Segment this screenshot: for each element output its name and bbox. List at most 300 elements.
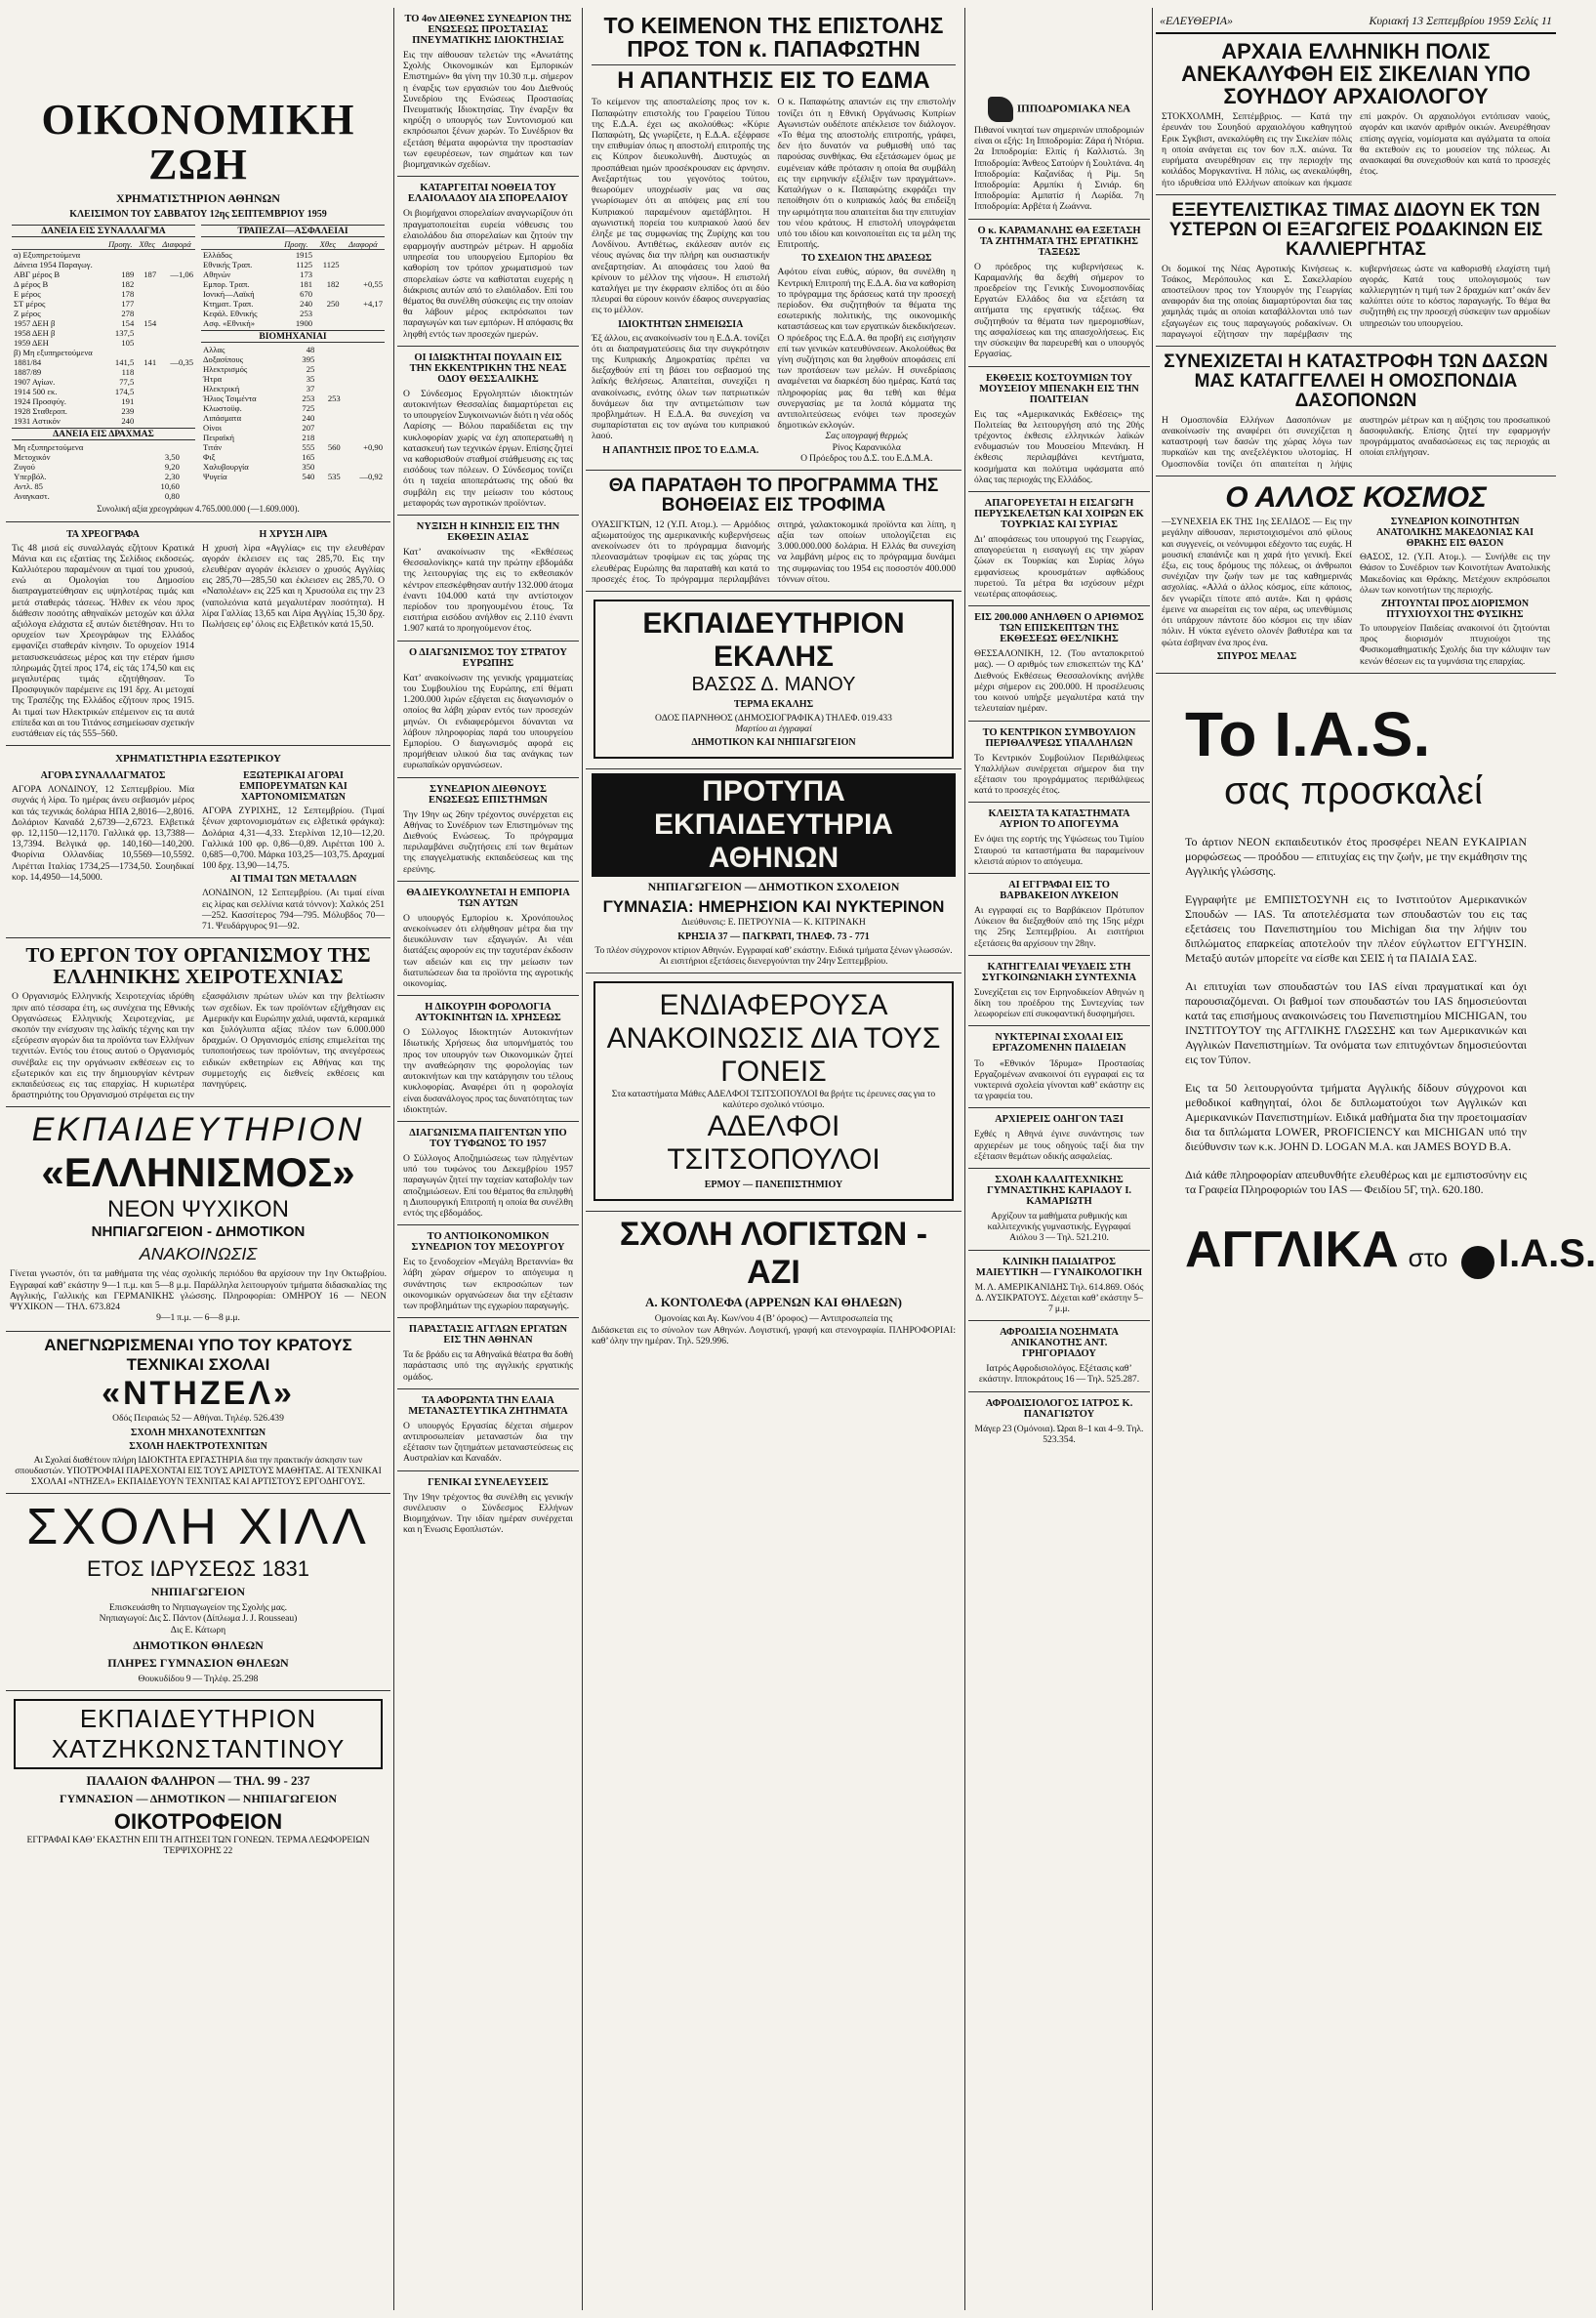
table-row: [12, 472, 195, 481]
ekali-name: ΕΚΠΑΙΔΕΥΤΗΡΙΟΝ ΕΚΑΛΗΣ: [642, 607, 905, 674]
table-cell: 239: [121, 406, 135, 417]
table-cell: [343, 452, 385, 462]
article-title: ΤΟ ΑΝΤΙΟΙΚΟΝΟΜΙΚΟΝ ΣΥΝΕΔΡΙΟΝ ΤΟΥ ΜΕΣΟΥΡΓΟΥ: [411, 1231, 565, 1254]
appoint-text: Το υπουργείον Παιδείας ανακοινοί ότι ζητούνται προς διορισμόν πτυχιούχοι της Φυσικομαθηματικής Σχολής δια την κάλυψιν των κενών θέσεων εις τα γυμνάσια της επαρχίας.: [1360, 623, 1550, 667]
table-cell: [316, 403, 342, 413]
ad-title: ΣΧΟΛΗ ΚΑΛΛΙΤΕΧΝΙΚΗΣ ΓΥΜΝΑΣΤΙΚΗΣ ΚΑΡΙΑΔΟΥ Ι. ΚΑΜΑΡΙΩΤΗ: [986, 1174, 1132, 1207]
parents-text: Στα καταστήματα Μάθες ΑΔΕΛΦΟΙ ΤΣΙΤΣΟΠΟΥΛΟΙ θα βρήτε τις έρευνες σας για το καλύτερο σχολικό ντύσιμο.: [611, 1089, 936, 1111]
ekali-place: ΤΕΡΜΑ ΕΚΑΛΗΣ: [733, 699, 814, 711]
table-cell: [182, 491, 188, 501]
table-cell: 207: [302, 423, 315, 434]
article-text: Εις το ξενοδοχείον «Μεγάλη Βρεταννία» θα λάβη χώραν σήμερον το απόγευμα η συνάντησις των εκπροσώπων των οικονομικών οργανώσεων δια την εξέτασιν των προβλημάτων της εγχωρίου παραγωγής.: [403, 1257, 573, 1311]
article-text: Οι βιομήχανοι σπορελαίων αναγνωρίζουν ότι πραγματοποιείται ευρεία νόθευσις του ελαιολάδου δια σπορελαίων και ζητούν την εφαρμογήν αυστηρών μέτρων. Η αρμοδία υπηρεσία του υπουργείου Εμπορίου θα καθορίση τον τρόπον χρωματισμού των σπορελαίων ώστε να καθίσταται ευχερής η διάκρισις αυτών από το ελαιόλαδον. Επί του θέματος θα συνέλθη σύσκεψις εις την οποίαν θα λάβουν μέρος εκπρόσωποι των παραγωγών και των εμπόρων. Η απόφασις θα ληφθή εντός των προσεχών ημερών.: [403, 208, 573, 340]
table-row: [201, 318, 385, 328]
article-text: Εις την αίθουσαν τελετών της «Ανωτάτης Σχολής Οικονομικών και Εμπορικών Επιστημών» θα γίνη την 10.30 π.μ. σήμερον η έναρξις των εργασιών του 4ου Διεθνούς Συνεδρίου της Ενώσεως Προστασίας Πνευματικής Ιδιοκτησίας. Την έναρξιν θα κηρύξη ο υπουργός των Συντονισμού και εκπρόσωποι ξένων χωρών. Το Συνέδριον θα εξετάση θέματα αφορώντα την προστασίαν των εφευρέσεων, των σημάτων και των βιομηχανικών σχεδίων.: [403, 50, 573, 171]
protypa-text: Το πλέον σύγχρονον κτίριον Αθηνών. Εγγραφαί καθ’ εκάστην. Ειδικά τμήματα ξένων γλωσσών. Αι εισιτήριοι εξετάσεις διενεργούνται την 24ην Σεπτεμβρίου.: [594, 944, 953, 967]
article-title: ΑΙ ΕΓΓΡΑΦΑΙ ΕΙΣ ΤΟ ΒΑΡΒΑΚΕΙΟΝ ΛΥΚΕΙΟΝ: [1000, 879, 1119, 901]
table-cell: 141: [143, 357, 157, 368]
table-cell: [343, 462, 385, 472]
table-cell: Φιξ: [203, 452, 216, 463]
statement-text: Έξ άλλου, εις ανακοίνωσίν του η Ε.Δ.Α. τονίζει ότι αι διαπραγματεύσεις δια την συγκρότησιν της Κυπριακής Δημοκρατίας πρέπει να διεξαχθούν επί τη βάσει του σεβασμού της λαϊκής θελήσεως. Απαιτείται, συνεχίζει η ανακοίνωσις, ενότης όλων των πατριωτικών δυνάμεων δια την αντιμετώπισιν των προβλημάτων. Η Ε.Δ.Α. θα συνεχίση να συμπαρίσταται εις τον αγώνα του κυπριακού λαού.: [592, 332, 770, 442]
table-cell: 77,5: [119, 377, 135, 388]
table-cell: Ζ μέρος: [14, 309, 41, 319]
table-cell: [314, 250, 342, 261]
column-header: Διαφορά: [158, 239, 195, 250]
table-header-row: [12, 239, 195, 250]
table-cell: +0,55: [363, 279, 383, 290]
article-text: Τα δε βράδυ εις τα Αθηναϊκά θέατρα θα δοθή παράστασις υπό της αγγλικής εργατικής ομάδος.: [403, 1349, 573, 1383]
table-cell: [182, 472, 188, 481]
table-cell: [316, 354, 342, 364]
protypa-gym: ΓΥΜΝΑΣΙΑ: ΗΜΕΡΗΣΙΟΝ ΚΑΙ ΝΥΚΤΕΡΙΝΟΝ: [602, 897, 945, 917]
ellinismos-notice: ΑΝΑΚΟΙΝΩΣΙΣ: [139, 1244, 258, 1264]
table-cell: [136, 299, 158, 309]
table-cell: [314, 269, 342, 279]
table-cell: 181: [300, 279, 313, 290]
table-cell: 3,50: [164, 452, 180, 463]
table-cell: 350: [302, 462, 315, 473]
chatzikon-name: ΕΚΠΑΙΔΕΥΤΗΡΙΟΝ ΧΑΤΖΗΚΩΝΣΤΑΝΤΙΝΟΥ: [51, 1704, 346, 1764]
table-cell: 189: [121, 269, 135, 280]
article-title: ΚΑΤΗΓΓΕΛΙΑΙ ΨΕΥΔΕΙΣ ΣΤΗ ΣΥΓΚΟΙΝΩΝΙΑΚΗ ΣΥΝΤΕΧΝΙΑ: [981, 961, 1137, 983]
article-title: ΕΙΣ 200.000 ΑΝΗΛΘΕΝ Ο ΑΡΙΘΜΟΣ ΤΩΝ ΕΠΙΣΚΕΠΤΩΝ ΤΗΣ ΕΚΘΕΣΕΩΣ ΘΕΣ/ΝΙΚΗΣ: [974, 612, 1144, 645]
table-cell: Κτηματ. Τραπ.: [203, 299, 254, 310]
table-cell: [136, 338, 158, 348]
article-text: Ο πρόεδρος της κυβερνήσεως κ. Καραμανλής θα δεχθή σήμερον το προεδρείον της Γενικής Συνομοσπονδίας Εργατών Ελλάδος δια να εξετάση τα αιτήματα της εργατικής τάξεως. Θα συζητηθούν τα θέματα των ημερομισθίων, της ασφαλίσεως και της απασχολήσεως. Εις την σύσκεψιν θα παρευρεθή και ο υπουργός Εργασίας.: [974, 261, 1144, 360]
table-cell: Ζυγού: [14, 462, 35, 473]
azi-address: Ομονοίας και Αγ. Κων/νου 4 (Β’ όροφος) — Αντιπροσωπεία της: [654, 1313, 893, 1325]
table-cell: 555: [302, 442, 315, 453]
ias-english-at: στο: [1408, 1242, 1449, 1272]
table-cell: Ηλεκτρική: [203, 384, 240, 394]
table-cell: Εθνικής Τραπ.: [203, 260, 253, 270]
racing-text: Πιθανοί νικηταί των σημερινών ιπποδρομιών είναι οι εξής: 1η Ιπποδρομία: Ζάρα ή Ντόρια. 2α Ιπποδρομία: Ελπίς ή Καλλιστώ. 3η Ιπποδρομία: Άνθεος Σατούρν ή Σουλτάνα. 4η Ιπποδρομία: Καζανίδας ή Ρίμ. 5η Ιπποδρομία: Αρμπίκι ή Σινιάρ. 6η Ιπποδρομία: Αμπατίσ ή Λωρίδα. 7η Ιπποδρομία: Αρβέτα ή Ζωάννα.: [974, 125, 1144, 213]
ntzel-line: ΣΧΟΛΗ ΗΛΕΚΤΡΟΤΕΧΝΙΤΩΝ: [129, 1440, 267, 1452]
table-row: [12, 279, 195, 289]
column-news-5: [1156, 8, 1596, 2312]
table-cell: Ε μέρος: [14, 289, 41, 300]
table-row: [12, 416, 195, 426]
table-row: [201, 452, 385, 462]
ekali-note: Μαρτίου αι έγγραφαί: [735, 724, 812, 735]
column-header: Χθες: [314, 239, 342, 250]
ias-paragraph: Εγγραφήτε με ΕΜΠΙΣΤΟΣΥΝΗ εις το Ινστιτούτον Αμερικανικών Σπουδών — IAS. Τα αποτελέσματα των σπουδαστών του εις τας εξετάσεις του Πανεπιστημίου του Michigan δια την λήψιν του διπλώματος επαρκείας αποτελούν την πλέον εύγλωττον ΕΓΓΥΗΣΙΝ. Μεταξύ αυτών μπορείτε να είσθε και ΣΕΙΣ ή τα ΠΑΙΔΙΑ ΣΑΣ.: [1185, 891, 1527, 965]
table-cell: 37: [306, 384, 315, 394]
table-cell: [136, 377, 158, 387]
ellinismos-hours: 9—1 π.μ. — 6—8 μ.μ.: [156, 1312, 240, 1324]
article-title: ΚΑΤΑΡΓΕΙΤΑΙ ΝΟΘΕΙΑ ΤΟΥ ΕΛΑΙΟΛΑΔΟΥ ΔΙΑ ΣΠΟΡΕΛΑΙΟΥ: [407, 183, 569, 205]
table-cell: [343, 384, 385, 393]
issue-date: Κυριακή 13 Σεπτεμβρίου 1959 Σελίς 11: [1369, 14, 1552, 27]
article-title: Η ΔΙΚΟΥΡΙΗ ΦΟΡΟΛΟΓΙΑ ΑΥΤΟΚΙΝΗΤΩΝ ΙΔ. ΧΡΗΣΕΩΣ: [415, 1002, 561, 1024]
parents-shop: ΑΔΕΛΦΟΙ ΤΣΙΤΣΟΠΟΥΛΟΙ: [667, 1110, 880, 1177]
masthead: [1156, 8, 1556, 34]
hill-line: ΝΗΠΙΑΓΩΓΕΙΟΝ: [150, 1585, 246, 1599]
table-row: [12, 299, 195, 309]
table-row: [201, 354, 385, 364]
food-aid-title: ΘΑ ΠΑΡΑΤΑΘΗ ΤΟ ΠΡΟΓΡΑΜΜΑ ΤΗΣ ΒΟΗΘΕΙΑΣ ΕΙΣ ΤΡΟΦΙΜΑ: [608, 475, 939, 516]
gold-lira-text: Η χρυσή λίρα «Αγγλίας» εις την ελευθέραν αγοράν έκλεισεν εις τας 285,70. Εις την ελευθέραν αγοράν έκλεισεν ο χρυσός Αγγλίας εις 285,70—285,50 και έκλεισεν εις 285,70. Ο «Ναπολέων» εις 225 και η Χρυσούλα εις την 23 (ναπολεόνια κατά μεγαλυτέραν ποσότητα). Η λίρα Γαλλίας 13,65 και Λίρα Αγγλίας 15,30 δρχ. Πωλήσεις εφ’ όλοις εις Ελβετικόν κατά 15,50.: [202, 542, 385, 630]
table-cell: 154: [143, 318, 157, 329]
forest-title: ΣΥΝΕΧΙΖΕΤΑΙ Η ΚΑΤΑΣΤΡΟΦΗ ΤΩΝ ΔΑΣΩΝ ΜΑΣ ΚΑΤΑΓΓΕΛΛΕΙ Η ΟΜΟΣΠΟΝΔΙΑ ΔΑΣΟΠΟΝΩΝ: [1164, 351, 1548, 411]
article-title: ΑΡΧΙΕΡΕΙΣ ΟΔΗΓΟΝ ΤΑΞΙ: [995, 1114, 1124, 1126]
table-cell: [158, 406, 195, 416]
hill-line: ΠΛΗΡΕΣ ΓΥΜΝΑΣΙΟΝ ΘΗΛΕΩΝ: [107, 1655, 289, 1670]
table-cell: [314, 318, 342, 328]
ellinismos-place: ΝΕΟΝ ΨΥΧΙΚΟΝ: [106, 1196, 289, 1223]
foreign-exchange-title: ΧΡΗΜΑΤΙΣΤΗΡΙΑ ΕΞΩΤΕΡΙΚΟΥ: [115, 753, 281, 766]
table-cell: [142, 442, 182, 452]
protypa-name: ΠΡΟΤΥΠΑ ΕΚΠΑΙΔΕΥΤΗΡΙΑ ΑΘΗΝΩΝ: [592, 773, 956, 877]
table-cell: 1887/89: [14, 367, 42, 378]
column-news-2: [397, 8, 579, 2312]
table-cell: [136, 279, 158, 289]
ad-text: Μάγερ 23 (Ομόνοια). Ώραι 8–1 και 4–9. Τηλ. 523.354.: [974, 1423, 1144, 1445]
table-cell: [136, 289, 158, 299]
table-cell: [182, 481, 188, 491]
hill-line: Επισκευάσθη το Νηπιαγωγείον της Σχολής μας.: [108, 1602, 288, 1614]
table-cell: [188, 472, 195, 481]
table-cell: [158, 318, 195, 328]
table-cell: 48: [306, 345, 315, 355]
column-news-3: [586, 8, 962, 2312]
table-cell: 1914 500 εκ.: [14, 387, 58, 397]
article-title: ΤΑ ΑΦΟΡΩΝΤΑ ΤΗΝ ΕΛΑΙΑ ΜΕΤΑΝΑΣΤΕΥΤΙΚΑ ΖΗΤΗΜΑΤΑ: [408, 1394, 568, 1417]
table-cell: 278: [121, 309, 135, 319]
foreign-markets-title: ΕΞΩΤΕΡΙΚΑΙ ΑΓΟΡΑΙ ΕΜΠΟΡΕΥΜΑΤΩΝ ΚΑΙ ΧΑΡΤΟΝΟΜΙΣΜΑΤΩΝ: [239, 770, 348, 804]
table-cell: Κλωστοϋφ.: [203, 403, 242, 414]
article-text: Εν όψει της εορτής της Υψώσεως του Τιμίου Σταυρού τα καταστήματα θα παραμείνουν κλειστά αύριον το απόγευμα.: [974, 834, 1144, 867]
table-cell: Αντλ. 85: [14, 481, 43, 492]
ias-logo: To I.A.S.: [1185, 698, 1431, 769]
table-row: [201, 462, 385, 472]
article-title: Ο ΔΙΑΓΩΝΙΣΜΟΣ ΤΟΥ ΣΤΡΑΤΟΥ ΕΥΡΩΠΗΣ: [409, 646, 567, 669]
table-row: [12, 452, 195, 462]
other-world-title: Ο ΑΛΛΟΣ ΚΟΣΜΟΣ: [1225, 480, 1487, 514]
table-cell: [316, 413, 342, 423]
ias-tagline: σας προσκαλεί: [1224, 768, 1483, 812]
table-row: [201, 309, 385, 318]
table-cell: 154: [121, 318, 135, 329]
table-cell: [343, 413, 385, 423]
table-cell: Αναγκαστ.: [14, 491, 50, 502]
table-cell: 9,20: [164, 462, 180, 473]
table-cell: 182: [121, 279, 135, 290]
table-cell: [342, 269, 385, 279]
table-cell: [316, 462, 342, 472]
ntzel-sub: ΤΕΧΝΙΚΑΙ ΣΧΟΛΑΙ: [126, 1355, 270, 1375]
article-title: ΠΑΡΑΣΤΑΣΙΣ ΑΓΓΛΩΝ ΕΡΓΑΤΩΝ ΕΙΣ ΤΗΝ ΑΘΗΝΑΝ: [408, 1324, 568, 1346]
table-row: [12, 250, 195, 261]
drasi-title: ΤΟ ΣΧΕΔΙΟΝ ΤΗΣ ΔΡΑΣΕΩΣ: [801, 253, 932, 265]
article-text: Κατ’ ανακοίνωσιν της «Εκθέσεως Θεσσαλονίκης» κατά την πρώτην εβδομάδα της λειτουργίας της εις το εκθεσιακόν κέντρον επεσκέφθησαν αυτήν 132.000 άτομα έναντι 104.000 κατά την αντίστοιχον περίοδον του προηγουμένου έτους. Τα εισιτήρια εισόδου ανήλθον εις 2.110 έναντι 1.907 κατά το προηγούμενον έτος.: [403, 547, 573, 635]
metals-title: ΑΙ ΤΙΜΑΙ ΤΩΝ ΜΕΤΑΛΛΩΝ: [229, 874, 357, 886]
table-row: [12, 491, 195, 501]
ntzel-text: Αι Σχολαί διαθέτουν πλήρη ΙΔΙΟΚΤΗΤΑ ΕΡΓΑΣΤΗΡΙΑ δια την πρακτικήν άσκησιν των σπουδαστών. ΥΠΟΤΡΟΦΙΑΙ ΠΑΡΕΧΟΝΤΑΙ ΕΙΣ ΤΟΥΣ ΑΡΙΣΤΟΥΣ ΜΑΘΗΤΑΣ. ΑΙ ΤΕΧΝΙΚΑΙ ΣΧΟΛΑΙ «ΝΤΗΖΕΛ» ΕΚΠΑΙΔΕΥΟΥΝ ΤΕΧΝΙΤΑΣ ΚΑΙ ΑΡΤΙΣΤΟΥΣ ΕΡΓΟΔΗΓΟΥΣ.: [15, 1454, 382, 1488]
fx-market-title: ΑΓΟΡΑ ΣΥΝΑΛΛΑΓΜΑΤΟΣ: [40, 770, 166, 782]
table-row: [201, 413, 385, 423]
table-cell: 174,5: [114, 387, 135, 397]
table-cell: Αθηνών: [203, 269, 231, 280]
table-cell: 725: [302, 403, 315, 414]
article-title: ΤΟ ΚΕΝΤΡΙΚΟΝ ΣΥΜΒΟΥΛΙΟΝ ΠΕΡΙΘΑΛΨΕΩΣ ΥΠΑΛΛΗΛΩΝ: [982, 726, 1136, 749]
table-cell: 240: [121, 416, 135, 427]
table-cell: [136, 387, 158, 396]
table-cell: Εμπορ. Τραπ.: [203, 279, 250, 290]
chatzikon-levels: ΓΥΜΝΑΣΙΟΝ — ΔΗΜΟΤΙΚΟΝ — ΝΗΠΙΑΓΩΓΕΙΟΝ: [59, 1792, 338, 1806]
table-cell: [342, 289, 385, 299]
table-row: [201, 299, 385, 309]
table-cell: β) Μη εξυπηρετούμενα: [14, 348, 93, 358]
article-text: Αι εγγραφαί εις το Βαρβάκειον Πρότυπον Λύκειον θα διεξαχθούν από της 15ης μέχρι της 25ης Σεπτεμβρίου. Αι εισιτήριοι εξετάσεις θα αρχίσουν την 28ην.: [974, 905, 1144, 949]
article-title: ΔΙΑΓΩΝΙΣΜΑ ΠΑΙΓΕΝΤΩΝ ΥΠΟ ΤΟΥ ΤΥΦΩΝΟΣ ΤΟ 1957: [409, 1127, 567, 1149]
table-row: [12, 328, 195, 338]
ellinismos-name: «ΕΛΛΗΝΙΣΜΟΣ»: [41, 1149, 355, 1196]
thasos-title: ΣΥΝΕΔΡΙΟΝ ΚΟΙΝΟΤΗΤΩΝ ΑΝΑΤΟΛΙΚΗΣ ΜΑΚΕΔΟΝΙΑΣ ΚΑΙ ΘΡΑΚΗΣ ΕΙΣ ΘΑΣΟΝ: [1375, 517, 1535, 550]
parents-title: ΕΝΔΙΑΦΕΡΟΥΣΑ ΑΝΑΚΟΙΝΩΣΙΣ ΔΙΑ ΤΟΥΣ ΓΟΝΕΙΣ: [606, 989, 941, 1089]
table-cell: [182, 442, 188, 452]
banks-table-title: ΤΡΑΠΕΖΑΙ—ΑΣΦΑΛΕΙΑΙ: [201, 225, 385, 237]
table-cell: 670: [300, 289, 313, 300]
ias-emblem-icon: [1461, 1246, 1494, 1279]
table-cell: α) Εξυπηρετούμενα: [14, 250, 81, 261]
ias-english: ΑΓΓΛΙΚΑ: [1185, 1221, 1399, 1278]
forest-text: Η Ομοσπονδία Ελλήνων Δασοπόνων με ανακοίνωσίν της αναφέρει ότι συνεχίζεται η καταστροφή των δασών της χώρας λόγω των πυρκαϊών και της ανεξελέγκτου υλοτομίας. Η Ομοσπονδία τονίζει ότι απαιτείται η λήψις αυστηρών μέτρων και η αύξησις του προσωπικού δασοφυλακής. Επίσης ζητεί την εφαρμογήν προγράμματος αναδασώσεως εις τας περιοχάς αι οποίαι επλήγησαν.: [1162, 414, 1550, 470]
table-cell: [136, 416, 158, 426]
article-title: ΟΙ ΙΔΙΩΚΤΗΤΑΙ ΠΟΥΛΑΙΝ ΕΙΣ ΤΗΝ ΕΚΚΕΝΤΡΙΚΗΝ ΤΗΣ ΝΕΑΣ ΟΔΟΥ ΘΕΣΣΑΛΙΚΗΣ: [409, 352, 567, 385]
table-cell: Μετοχικόν: [14, 452, 51, 463]
ias-english-banner: [1185, 1221, 1596, 1279]
table-cell: ΑΒΓ μέρος Β: [14, 269, 61, 280]
table-row: [12, 289, 195, 299]
table-cell: [342, 250, 385, 261]
column-rule: [582, 8, 583, 2310]
protypa-direction: Διεύθυνσις: Ε. ΠΕΤΡΟΥΝΙΑ — Κ. ΚΙΤΡΙΝΑΚΗ: [681, 917, 866, 929]
hill-founded: ΕΤΟΣ ΙΔΡΥΣΕΩΣ 1831: [86, 1556, 310, 1582]
bonds-title: ΤΑ ΧΡΕΟΓΡΑΦΑ: [66, 528, 140, 540]
ad-text: Αρχίζουν τα μαθήματα ρυθμικής και καλλιτεχνικής γυμναστικής. Εγγραφαί Αιόλου 3 — Τηλ. 521.210.: [987, 1210, 1131, 1244]
table-cell: [136, 328, 158, 338]
table-row: [201, 384, 385, 393]
closing-date: ΚΛΕΙΣΙΜΟΝ ΤΟΥ ΣΑΒΒΑΤΟΥ 12ης ΣΕΠΤΕΜΒΡΙΟΥ 1959: [69, 209, 327, 221]
article-title: ΝΥΚΤΕΡΙΝΑΙ ΣΧΟΛΑΙ ΕΙΣ ΕΡΓΑΖΟΜΕΝΗΝ ΠΑΙΔΕΙΑΝ: [992, 1032, 1126, 1055]
article-text: Το Κεντρικόν Συμβούλιον Περιθάλψεως Υπαλλήλων συνέρχεται σήμερον δια την εξέτασιν του προγράμματος περιθάλψεως κατά το προσεχές έτος.: [974, 752, 1144, 797]
table-cell: 1959 ΔΕΗ: [14, 338, 49, 349]
table-cell: 0,80: [164, 491, 180, 502]
table-cell: 191: [121, 396, 135, 407]
article-title: ΓΕΝΙΚΑΙ ΣΥΝΕΛΕΥΣΕΙΣ: [428, 1476, 549, 1488]
table-cell: [343, 433, 385, 442]
article-title: ΕΚΘΕΣΙΣ ΚΟΣΤΟΥΜΙΩΝ ΤΟΥ ΜΟΥΣΕΙΟΥ ΜΠΕΝΑΚΗ ΕΙΣ ΤΗΝ ΠΟΛΙΤΕΙΑΝ: [979, 372, 1139, 405]
table-cell: Υπερβόλ.: [14, 472, 47, 482]
table-cell: [158, 309, 195, 318]
table-cell: 1931 Αστικόν: [14, 416, 61, 427]
ntzel-name: «ΝΤΗΖΕΛ»: [102, 1375, 295, 1413]
hill-line: Δις Ε. Κάτωρη: [170, 1624, 226, 1635]
ad-title: ΚΛΙΝΙΚΗ ΠΑΙΔΙΑΤΡΟΣ ΜΑΙΕΥΤΙΚΗ — ΓΥΝΑΙΚΟΛΟΓΙΚΗ: [975, 1256, 1143, 1278]
ias-paragraph: Διά κάθε πληροφορίαν απευθυνθήτε ελευθέρως και με εμπιστοσύνην εις τα Γραφεία Πληροφοριών του IAS — Φειδίου 5Γ, τηλ. 620.180.: [1185, 1167, 1527, 1196]
article-title: ΚΛΕΙΣΤΑ ΤΑ ΚΑΤΑΣΤΗΜΑΤΑ ΑΥΡΙΟΝ ΤΟ ΑΠΟΓΕΥΜΑ: [988, 808, 1130, 831]
table-cell: [136, 406, 158, 416]
table-cell: 141,5: [114, 357, 135, 368]
table-cell: 253: [302, 393, 315, 404]
table-cell: [343, 364, 385, 374]
table-cell: 137,5: [114, 328, 135, 339]
signer-role: Ο Πρόεδρος του Δ.Σ. του Ε.Δ.Μ.Α.: [800, 452, 933, 464]
table-cell: [182, 462, 188, 472]
table-cell: —1,06: [170, 269, 193, 280]
answer-title: Η ΑΠΑΝΤΗΣΙΣ ΕΙΣ ΤΟ ΕΔΜΑ: [592, 64, 956, 93]
table-cell: —0,35: [170, 357, 193, 368]
food-aid-text: ΟΥΑΣΙΓΚΤΩΝ, 12 (Υ.Π. Ατομ.). — Αρμόδιος αξιωματούχος της αμερικανικής κυβερνήσεως ανεκοίνωσεν ότι το πρόγραμμα διανομής πλεονασμάτων τροφίμων εις τας χώρας της ελευθέρας Ευρώπης θα παραταθή και κατά το προσεχές έτος. Το πρόγραμμα περιλαμβάνει σιτηρά, γαλακτοκομικά προϊόντα και λίπη, η αξία των οποίων υπολογίζεται εις 3.000.000.000 δολάρια. Η Ελλάς θα συνεχίση να λαμβάνη μέρος εις το πρόγραμμα δυνάμει της συμφωνίας του 1954 εις ποσοστόν 400.000 τόννων σίτου.: [592, 518, 956, 585]
table-cell: [342, 260, 385, 269]
column-header: Διαφορά: [342, 239, 385, 250]
parents-address: ΕΡΜΟΥ — ΠΑΝΕΠΙΣΤΗΜΙΟΥ: [704, 1180, 843, 1191]
table-cell: [188, 491, 195, 501]
table-cell: [316, 384, 342, 393]
article-title: ΘΑ ΔΙΕΥΚΟΛΥΝΕΤΑΙ Η ΕΜΠΟΡΙΑ ΤΩΝ ΑΥΤΩΝ: [406, 887, 570, 909]
table-cell: [316, 452, 342, 462]
other-world-text: —ΣΥΝΕΧΕΙΑ ΕΚ ΤΗΣ 1ης ΣΕΛΙΔΟΣ — Εις την μεγάλην αίθουσαν, περιστοιχισμένοι από φίλους και συγγενείς, οι νεόνυμφοι εδέχοντο τας ευχάς. Η μουσική επαιάνιζε και η χαρά ήτο γενική. Εκεί έξω, εις τους δρόμους της πόλεως, οι άνθρωποι συνέχιζαν την ζωήν των με τας καθημερινάς ασχολίας. «Αλλά ο άλλος κόσμος, είπε κάποιος, δεν γνωρίζει τίποτε από αυτά». Και η φράσις έμεινε να αιωρείται εις τον αέρα, ως υπενθύμισις ότι υπάρχουν πάντοτε δύο κόσμοι εις την ιδίαν πόλιν. Η νύκτα εγένετο ολονέν βαθυτέρα και τα φώτα έσβηναν ένα προς ένα.: [1162, 517, 1352, 648]
industry-table-title: ΒΙΟΜΗΧΑΝΙΑΙ: [201, 330, 385, 343]
table-cell: [343, 393, 385, 403]
table-cell: [158, 289, 195, 299]
table-cell: 187: [143, 269, 157, 280]
drasi-text: Αφότου είναι ευθύς, αύριον, θα συνέλθη η Κεντρική Επιτροπή της Ε.Δ.Α. δια να καθορίση το πρόγραμμα της δράσεως κατά την προσεχή περίοδον. Θα συζητηθούν τα θέματα της εσωτερικής πολιτικής, της οικονομικής καταστάσεως και των εργατικών διεκδικήσεων. Ο πρόεδρος της Ε.Δ.Α. θα προβή εις εισήγησιν επί των γενικών κατευθύνσεων. Ακολούθως θα γίνη συζήτησις και θα ληφθούν αποφάσεις επί των προτάσεων των μελών. Η συνεδρίασις αναμένεται να διαρκέση δύο ημέρας. Κατά τας πληροφορίας μας θα τεθή και θέμα συνεργασίας με τα λοιπά κόμματα της αντιπολιτεύσεως ενόψει των προσεχών δημοτικών εκλογών.: [777, 267, 956, 432]
table-cell: Ασφ. «Εθνική»: [203, 318, 256, 329]
ekali-address: ΟΔΟΣ ΠΑΡΝΗΘΟΣ (ΔΗΜΟΣΙΟΓΡΑΦΙΚΑ) ΤΗΛΕΦ. 019.433: [655, 713, 892, 724]
table-cell: Λιπάσματα: [203, 413, 242, 424]
table-cell: [158, 377, 195, 387]
table-cell: 2,30: [164, 472, 180, 482]
table-row: [201, 250, 385, 261]
azi-text: Διδάσκεται εις το σύνολον των Αθηνών. Λογιστική, γραφή και στενογραφία. ΠΛΗΡΟΦΟΡΙΑΙ: καθ’ όλην την ημέραν. Τηλ. 529.996.: [592, 1324, 956, 1346]
table-cell: 395: [302, 354, 315, 365]
table-cell: [316, 364, 342, 374]
table-cell: Τιτάν: [203, 442, 223, 453]
column-header: Προηγ.: [104, 239, 136, 250]
table-cell: ΣΤ μέρος: [14, 299, 46, 310]
table-cell: [316, 423, 342, 433]
table-cell: Ιονική—Λαϊκή: [203, 289, 255, 300]
table-cell: 177: [121, 299, 135, 310]
table-row: [201, 403, 385, 413]
column-header: [201, 239, 278, 250]
table-row: [201, 374, 385, 384]
statement-title: ΙΔΙΟΚΤΗΤΩΝ ΣΗΜΕΙΩΣΙΑ: [618, 318, 744, 330]
article-text: Την 19ην τρέχοντος θα συνέλθη εις γενικήν συνέλευσιν ο Σύνδεσμος Ελλήνων Βιομηχάνων. Την ιδίαν ημέραν συνέρχεται και η Ένωσις Εφοπλιστών.: [403, 1491, 573, 1536]
article-text: ΘΕΣΣΑΛΟΝΙΚΗ, 12. (Του ανταποκριτού μας). — Ο αριθμός των επισκεπτών της ΚΔ’ Διεθνούς Εκθέσεως Θεσσαλονίκης ανήλθε μέχρι σήμερον εις 200.000. Η προσέλευσις του κοινού υπήρξε μεγαλυτέρα κατά την τελευταίαν ημέραν.: [974, 648, 1144, 715]
table-cell: +0,90: [363, 442, 383, 453]
table-cell: 25: [306, 364, 315, 375]
table-cell: 560: [327, 442, 341, 453]
table-row: [12, 377, 195, 387]
article-title: ΑΠΑΓΟΡΕΥΕΤΑΙ Η ΕΙΣΑΓΩΓΗ ΠΕΡΥΣΚΕΛΕΤΩΝ ΚΑΙ ΧΟΙΡΩΝ ΕΚ ΤΟΥΡΚΙΑΣ ΚΑΙ ΣΥΡΙΑΣ: [974, 497, 1144, 530]
table-cell: [136, 260, 158, 269]
table-cell: 173: [300, 269, 313, 280]
table-cell: [158, 338, 195, 348]
table-cell: [136, 250, 158, 261]
peach-title: ΕΞΕΥΤΕΛΙΣΤΙΚΑΣ ΤΙΜΑΣ ΔΙΔΟΥΝ ΕΚ ΤΩΝ ΥΣΤΕΡΩΝ ΟΙ ΕΞΑΓΩΓΕΙΣ ΡΟΔΑΚΙΝΩΝ ΕΙΣ ΚΑΛΛΙΕΡΓΗΤΑΣ: [1168, 199, 1543, 260]
economy-title: ΟΙΚΟΝΟΜΙΚΗ ΖΩΗ: [41, 96, 355, 189]
table-cell: 1125: [296, 260, 313, 270]
hill-line: ΔΗΜΟΤΙΚΟΝ ΘΗΛΕΩΝ: [133, 1637, 264, 1652]
table-row: [12, 260, 195, 269]
table-cell: [104, 348, 136, 357]
table-cell: [136, 309, 158, 318]
ntzel-line: ΣΧΟΛΗ ΜΗΧΑΝΟΤΕΧΝΙΤΩΝ: [130, 1427, 266, 1438]
table-cell: [343, 345, 385, 354]
table-cell: [343, 423, 385, 433]
table-cell: [158, 250, 195, 261]
table-cell: 1924 Προσφύγ.: [14, 396, 66, 407]
table-cell: [158, 396, 195, 406]
table-cell: Αλλας: [203, 345, 225, 355]
table-cell: 1928 Σταθεροπ.: [14, 406, 67, 417]
table-row: [12, 442, 195, 452]
table-row: [12, 309, 195, 318]
table-cell: [104, 250, 136, 261]
table-row: [201, 393, 385, 403]
protypa-levels: ΝΗΠΙΑΓΩΓΕΙΟΝ — ΔΗΜΟΤΙΚΟΝ ΣΧΟΛΕΙΟΝ: [647, 880, 900, 894]
other-world-author: ΣΠΥΡΟΣ ΜΕΛΑΣ: [1216, 650, 1297, 662]
table-row: [201, 345, 385, 354]
sicily-title: ΑΡΧΑΙΑ ΕΛΛΗΝΙΚΗ ΠΟΛΙΣ ΑΝΕΚΑΛΥΦΘΗ ΕΙΣ ΣΙΚΕΛΙΑΝ ΥΠΟ ΣΟΥΗΔΟΥ ΑΡΧΑΙΟΛΟΓΟΥ: [1181, 39, 1531, 109]
table-cell: [188, 452, 195, 462]
table-cell: Δ μέρος Β: [14, 279, 49, 290]
ellinismos-text: Γίνεται γνωστόν, ότι τα μαθήματα της νέας σχολικής περιόδου θα αρχίσουν την 1ην Οκτωβρίου. Εγγραφαί καθ’ εκάστην 9—1 π.μ. και 5—8 μ.μ. Παράλληλα λειτουργούν τμήματα διδασκαλίας της Αγγλικής, Γαλλικής και ΓΕΡΜΑΝΙΚΗΣ γλώσσης. Πληροφορίαι: ΟΜΗΡΟΥ 16 — ΝΕΟΝ ΨΥΧΙΚΟΝ — ΤΗΛ. 673.824: [10, 1268, 387, 1312]
column-economy: [6, 8, 390, 2312]
table-cell: [104, 260, 136, 269]
table-row: [201, 260, 385, 269]
table-cell: [158, 416, 195, 426]
table-cell: [158, 328, 195, 338]
table-cell: 10,60: [160, 481, 180, 492]
exchange-title: ΧΡΗΜΑΤΙΣΤΗΡΙΟΝ ΑΘΗΝΩΝ: [116, 191, 280, 206]
hill-line: Νηπιαγωγοί: Δις Σ. Πάντον (Δίπλωμα J. J. Rousseau): [99, 1613, 298, 1625]
table-row: [201, 472, 385, 481]
handicraft-text: Ο Οργανισμός Ελληνικής Χειροτεχνίας ιδρύθη πριν από τέσσαρα έτη, ως συνέχεια της Εθνικής Οργανώσεως Ελληνικής Χειροτεχνίας, με σκοπόν την ενίσχυσιν της λαϊκής τέχνης και την εξεύρεσιν αγορών δια τα προϊόντα των Ελλήνων τεχνιτών. Εντός του έτους αυτού ο Οργανισμός συνέβαλε εις την οργάνωσιν εκθέσεων εις το εξωτερικόν και εις την δημιουργίαν κέντρων εκπαιδεύσεως εις τας επαρχίας. Η κυριωτέρα δραστηριότης του Οργανισμού στρέφεται εις την εξασφάλισιν πρώτων υλών και την βελτίωσιν των σχεδίων. Εκ των προϊόντων εξήχθησαν εις Αμερικήν και Ευρώπην χαλιά, υφαντά, κεραμικά και ξυλόγλυπτα αξίας πλέον των 6.000.000 δραχμών. Ο Οργανισμός επίσης επιμελείται της τυποποιήσεως των προϊόντων, της ανεγέρσεως ειδικών εκθετηρίων εις Αθήνας και της συμμετοχής εις διεθνείς εκθέσεις και πανηγύρεις.: [12, 991, 385, 1101]
table-cell: [316, 345, 342, 354]
table-cell: Ήλιος Τσιμέντα: [203, 393, 257, 404]
drachma-loans-title: ΔΑΝΕΙΑ ΕΙΣ ΔΡΑΧΜΑΣ: [12, 428, 195, 440]
total-value: Συνολική αξία χρεογράφων 4.765.000.000 (—1.609.000).: [97, 504, 300, 515]
table-cell: 240: [302, 413, 315, 424]
industry-table: [201, 345, 385, 481]
table-row: [12, 269, 195, 279]
letter-title: ΤΟ ΚΕΙΜΕΝΟΝ ΤΗΣ ΕΠΙΣΤΟΛΗΣ ΠΡΟΣ ΤΟΝ κ. ΠΑΠΑΦΩΤΗΝ: [603, 13, 944, 62]
table-cell: [314, 289, 342, 299]
foreign-markets-text: ΑΓΟΡΑ ΖΥΡΙΧΗΣ, 12 Σεπτεμβρίου. (Τιμαί ξένων χαρτονομισμάτων εις ελβετικά φράγκα): Δολάρια 4,31—4,33. Στερλίναι 12,10—12,20. Γαλλικά 100 φρ. 0,86—0,89. Λιρέτται 100 λ. 0,685—0,700. Μάρκα 103,25—103,75. Δραχμαί 100 δρχ. 13,90—14,75.: [202, 806, 385, 872]
table-row: [201, 364, 385, 374]
table-cell: [158, 260, 195, 269]
table-cell: 250: [326, 299, 340, 310]
table-cell: Ήτρα: [203, 374, 223, 385]
horse-icon: [988, 97, 1013, 122]
chatzikon-board: ΟΙΚΟΤΡΟΦΕΙΟΝ: [113, 1809, 283, 1835]
table-cell: Δάνεια 1954 Παραγωγ.: [14, 260, 93, 270]
ias-paragraph: Το άρτιον ΝΕΟΝ εκπαιδευτικόν έτος προσφέρει ΝΕΑΝ ΕΥΚΑΙΡΙΑΝ μορφώσεως — προόδου — επιτυχίας εις την ζωήν, με την εκμάθησιν της Αγγλικής γλώσσης.: [1185, 834, 1527, 878]
table-cell: 1958 ΔΕΗ β: [14, 328, 56, 339]
table-cell: 1907 Αγίων.: [14, 377, 56, 388]
article-title: Ο κ. ΚΑΡΑΜΑΝΛΗΣ ΘΑ ΕΞΕΤΑΣΗ ΤΑ ΖΗΤΗΜΑΤΑ ΤΗΣ ΕΡΓΑΤΙΚΗΣ ΤΑΞΕΩΣ: [977, 225, 1141, 258]
table-cell: Ψυγεία: [203, 472, 227, 482]
table-cell: [316, 374, 342, 384]
article-text: Ο Σύνδεσμος Εργοληπτών ιδιοκτητών αυτοκινήτων Θεσσαλίας διαμαρτύρεται εις το υπουργείον Συγκοινωνιών διότι η νέα οδός Λαρίσης — Βόλου παραδίδεται εις την κυκλοφορίαν χωρίς να έχη αποπερατωθή η κατασκευή των τεχνικών έργων. Επίσης ζητεί να καθορισθούν σταθμοί στάθμευσης εις τας εισόδους των πόλεων. Ο Σύνδεσμος τονίζει ότι η ταχεία αποπεράτωσις της οδού θα συμβάλη εις την μείωσιν του κόστους μεταφοράς των αγροτικών προϊόντων.: [403, 388, 573, 509]
table-cell: 1957 ΔΕΗ β: [14, 318, 56, 329]
table-cell: [136, 367, 158, 377]
ias-english-brand: I.A.S.: [1498, 1231, 1596, 1275]
